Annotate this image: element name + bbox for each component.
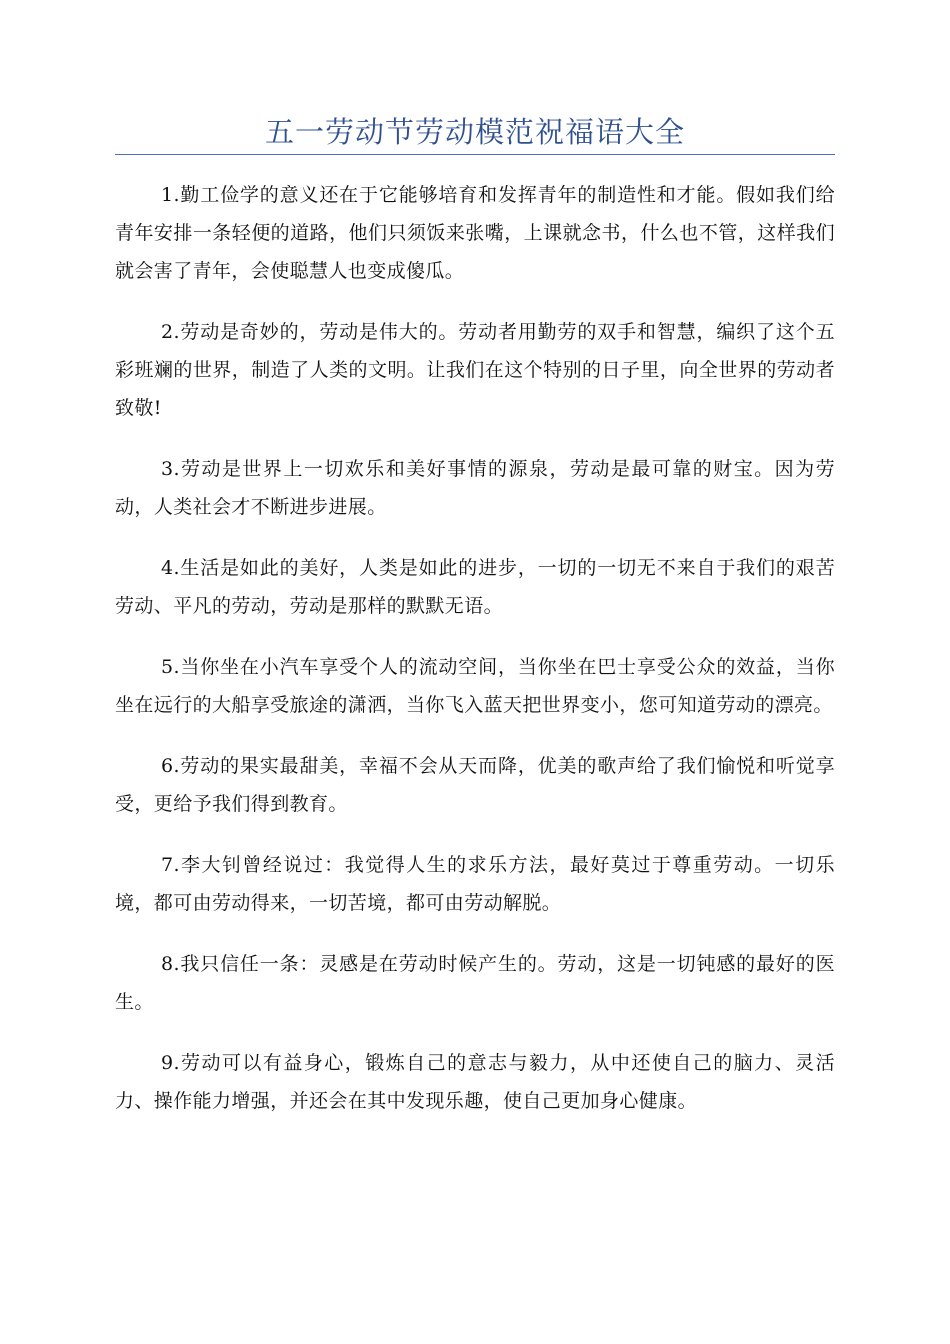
- paragraph-2: 2.劳动是奇妙的，劳动是伟大的。劳动者用勤劳的双手和智慧，编织了这个五彩班斓的世界，制造了人类的文明。让我们在这个特别的日子里，向全世界的劳动者致敬!: [115, 321, 835, 419]
- paragraph-7: 7.李大钊曾经说过：我觉得人生的求乐方法，最好莫过于尊重劳动。一切乐境，都可由劳动得来，一切苦境，都可由劳动解脱。: [115, 854, 835, 914]
- document-title: 五一劳动节劳动模范祝福语大全: [264, 115, 685, 149]
- document-body: [115, 176, 835, 1143]
- paragraph-9: 9.劳动可以有益身心，锻炼自己的意志与毅力，从中还使自己的脑力、灵活力、操作能力增强，并还会在其中发现乐趣，使自己更加身心健康。: [115, 1052, 835, 1112]
- paragraph-6: 6.劳动的果实最甜美，幸福不会从天而降，优美的歌声给了我们愉悦和听觉享受，更给予我们得到教育。: [115, 755, 835, 815]
- title-underline: [115, 154, 835, 155]
- paragraph-4: 4.生活是如此的美好，人类是如此的进步，一切的一切无不来自于我们的艰苦劳动、平凡的劳动，劳动是那样的默默无语。: [115, 557, 835, 617]
- paragraph-1: 1.勤工俭学的意义还在于它能够培育和发挥青年的制造性和才能。假如我们给青年安排一条轻便的道路，他们只须饭来张嘴，上课就念书，什么也不管，这样我们就会害了青年，会使聪慧人也变成傻瓜。: [115, 184, 835, 282]
- paragraph-5: 5.当你坐在小汽车享受个人的流动空间，当你坐在巴士享受公众的效益，当你坐在远行的大船享受旅途的潇洒，当你飞入蓝天把世界变小，您可知道劳动的漂亮。: [115, 656, 835, 716]
- paragraph-8: 8.我只信任一条：灵感是在劳动时候产生的。劳动，这是一切钝感的最好的医生。: [115, 953, 835, 1013]
- paragraph-3: 3.劳动是世界上一切欢乐和美好事情的源泉，劳动是最可靠的财宝。因为劳动，人类社会才不断进步进展。: [115, 458, 835, 518]
